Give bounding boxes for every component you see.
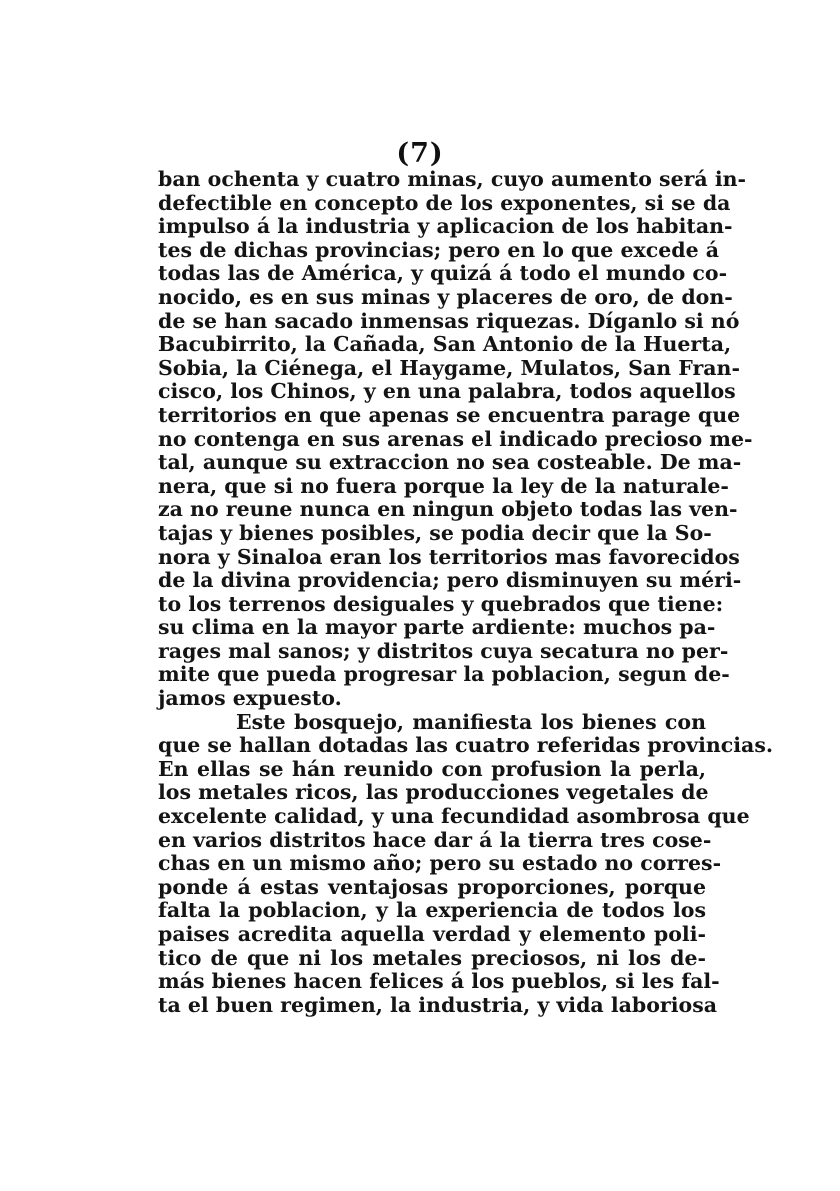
text-line: cisco, los Chinos, y en una palabra, todos aquellos bbox=[158, 379, 736, 404]
text-line: que se hallan dotadas las cuatro referidas provincias. bbox=[158, 733, 774, 758]
text-line: Bacubirrito, la Cañada, San Antonio de la Huerta, bbox=[158, 332, 732, 357]
text-line: nocido, es en sus minas y placeres de oro, de don- bbox=[158, 284, 733, 309]
text-line: los metales ricos, las producciones vegetales de bbox=[158, 780, 709, 805]
page-number: (7) bbox=[396, 138, 444, 169]
text-line: ban ochenta y cuatro minas, cuyo aumento será in- bbox=[158, 167, 747, 191]
text-line: Sobia, la Ciénega, el Haygame, Mulatos, San Fran- bbox=[158, 355, 740, 380]
text-line: todas las de América, y quizá á todo el mundo co- bbox=[158, 261, 728, 286]
text-line: tes de dichas provincias; pero en lo que excede á bbox=[158, 237, 720, 262]
text-line: nora y Sinaloa eran los territorios mas favorecidos bbox=[158, 544, 740, 569]
text-line: falta la poblacion, y la experiencia de todos los bbox=[158, 898, 706, 923]
text-line: paises acredita aquella verdad y elemento poli- bbox=[158, 922, 706, 946]
text-line: tajas y bienes posibles, se podia decir que la So- bbox=[158, 520, 712, 545]
text-line: to los terrenos desiguales y quebrados que tiene: bbox=[158, 591, 724, 616]
text-line: impulso á la industria y aplicacion de los habitan- bbox=[158, 214, 733, 239]
body-text bbox=[158, 167, 774, 1017]
text-line: excelente calidad, y una fecundidad asombrosa que bbox=[158, 804, 750, 829]
text-line: más bienes hacen felices á los pueblos, si les fal- bbox=[158, 969, 720, 994]
text-line: territorios en que apenas se encuentra parage que bbox=[158, 402, 741, 427]
text-line: defectible en concepto de los exponentes, si se da bbox=[158, 190, 731, 215]
text-line: en varios distritos hace dar á la tierra tres cose- bbox=[158, 827, 712, 852]
text-line: no contenga en sus arenas el indicado precioso me- bbox=[158, 426, 753, 451]
text-line: nera, que si no fuera porque la ley de la naturale- bbox=[158, 473, 729, 498]
paragraph-end-line: jamos expuesto. bbox=[158, 686, 342, 711]
text-line: chas en un mismo año; pero su estado no corres- bbox=[158, 851, 722, 876]
text-line: tico de que ni los metales preciosos, ni los de- bbox=[158, 945, 706, 970]
paragraph-start-line: Este bosquejo, manifiesta los bienes con bbox=[236, 709, 706, 734]
text-line: ta el buen regimen, la industria, y vida laboriosa bbox=[158, 992, 718, 1017]
text-line: rages mal sanos; y distritos cuya secatura no per- bbox=[158, 638, 729, 663]
text-line: de la divina providencia; pero disminuyen su méri- bbox=[158, 568, 742, 593]
text-line: de se han sacado inmensas riquezas. Díganlo si nó bbox=[158, 308, 740, 333]
text-line: En ellas se hán reunido con profusion la perla, bbox=[158, 756, 706, 781]
text-line: su clima en la mayor parte ardiente: muchos pa- bbox=[158, 615, 716, 640]
text-line: za no reune nunca en ningun objeto todas las ven- bbox=[158, 497, 738, 522]
text-line: tal, aunque su extraccion no sea costeable. De ma- bbox=[158, 450, 742, 475]
text-line: ponde á estas ventajosas proporciones, porque bbox=[158, 874, 706, 899]
text-line: mite que pueda progresar la poblacion, segun de- bbox=[158, 662, 730, 687]
